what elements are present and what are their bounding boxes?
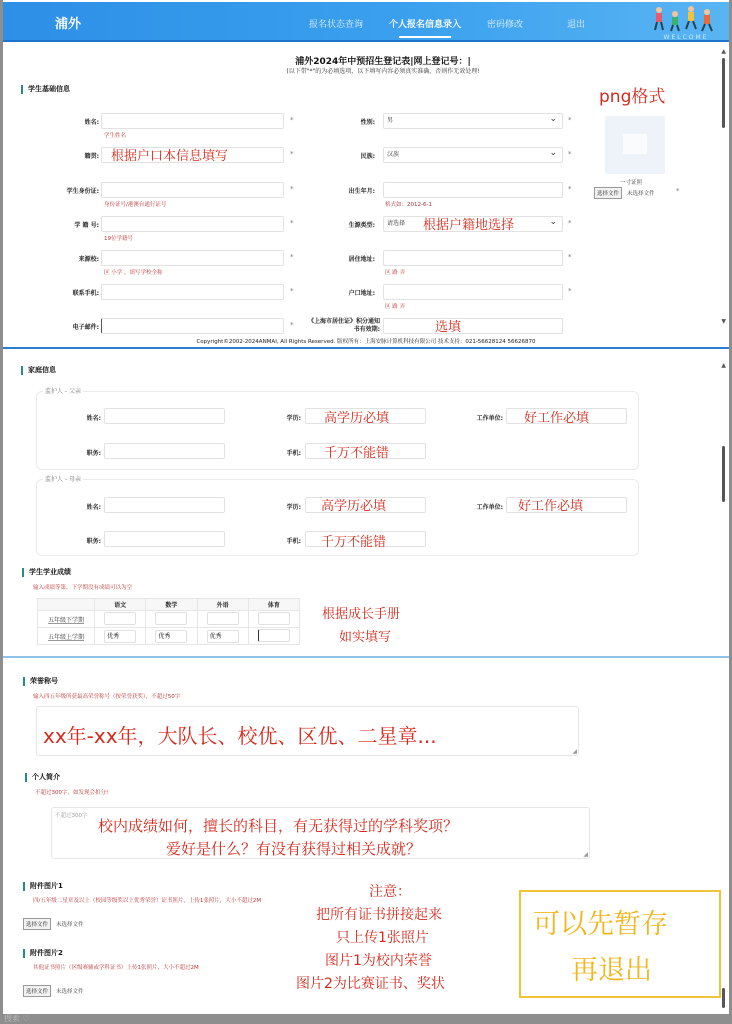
nav-item-status-query[interactable]: 报名状态查询 [309,20,364,30]
annotation-intro-note: 校内成绩如何，擅长的科目，有无获得过的学科奖项？ [98,817,459,835]
phone-label: 联系手机: [72,290,99,297]
mother-job-input[interactable] [104,531,225,547]
section-heading-honors: 荣誉称号 [23,677,58,686]
required-mark: * [290,150,294,158]
top-nav [3,2,729,42]
section-heading-intro: 个人简介 [25,773,60,782]
watermark-text: 搜索 ♡ [4,1014,30,1023]
scroll-down-icon[interactable]: ▼ [721,318,726,325]
name-input[interactable] [101,113,284,129]
annotation-hukou-fill: 根据户口本信息填写 [111,149,229,164]
permit-label: 《上海市居住证》积分通知书有效期: [308,318,381,333]
form-subtitle: (以下带"*"的为必填选项，以下填写内容必须真实准确，否则作无效处理! [286,68,480,75]
required-mark: * [568,287,572,295]
studentno-hint: 19位学籍号 [104,236,133,242]
grade-input[interactable]: 优秀 [104,630,136,643]
gender-label: 性别: [360,119,375,126]
grades-row-label: 五年级上学期 [38,628,95,645]
intro-placeholder: 不超过300字 [55,813,88,819]
nav-menu [309,17,611,30]
grades-header-pe: 体育 [248,599,299,611]
photo-choose-file-button[interactable]: 选择文件 [594,187,622,199]
scrollbar[interactable] [722,988,725,1008]
welcome-text: WELCOME [663,34,709,41]
honors-pane [3,660,729,1014]
grade-input[interactable] [258,629,290,642]
grades-header-cell [38,599,95,611]
grades-header-row [38,599,300,611]
required-mark: * [676,187,680,195]
annotation-attach-note: 只上传1张照片 [336,930,429,946]
nav-item-logout[interactable]: 退出 [567,20,586,30]
guardian-mother-legend: 监护人 - 母亲 [45,476,81,483]
grade-input[interactable]: 优秀 [207,630,239,643]
mother-phone-label: 手机: [286,538,301,545]
section-heading-basic: 学生基础信息 [21,85,70,94]
annotation-hukou-select: 根据户籍地选择 [423,218,515,233]
grade-input[interactable] [155,612,187,625]
welcome-banner [649,4,721,42]
annotation-attach-note: 注意： [369,884,411,900]
nav-item-info-entry[interactable]: 个人报名信息录入 [389,17,461,30]
status-bar [0,1014,732,1024]
scrollbar[interactable] [722,58,725,128]
form-title: 浦外2024年中预招生登记表|网上登记号：| [295,57,471,67]
hukou-hint: 区 路 弄 [385,304,405,310]
grade-input[interactable] [258,612,290,625]
studentno-input[interactable] [101,216,284,232]
hukou-label: 户口地址: [348,290,375,297]
annotation-attach-note: 把所有证书拼接起来 [316,907,442,923]
required-mark: * [568,253,572,261]
father-phone-label: 手机: [286,450,301,457]
father-job-label: 职务: [86,450,101,457]
annotation-honors-example: xx年-xx年，大队长、校优、区优、二星章... [43,724,437,748]
source-label: 生源类型: [348,222,375,229]
brand-logo[interactable]: 浦外 [55,17,82,32]
studentno-label: 学 籍 号: [74,222,99,229]
browser-frame [3,0,729,1014]
father-name-input[interactable] [104,408,225,424]
mother-name-input[interactable] [104,497,225,513]
mother-name-label: 姓名: [86,504,101,511]
photo-preview [605,116,665,174]
ethnicity-select[interactable]: 汉族 ⌄ [383,147,563,163]
father-name-label: 姓名: [86,415,101,422]
mother-work-label: 工作单位: [476,504,503,511]
annotation-work-required: 好工作必填 [524,411,590,426]
family-pane [3,352,729,658]
birth-hint: 格式如：2012-6-1 [385,202,432,208]
native-label: 籍贯: [84,153,99,160]
father-work-label: 工作单位: [476,415,503,422]
email-input[interactable] [101,318,284,334]
table-row [38,611,300,628]
attach2-choose-file-button[interactable]: 选择文件 [23,985,51,997]
annotation-phone-correct: 千万不能错 [321,535,387,550]
annotation-phone-correct: 千万不能错 [324,446,390,461]
annotation-optional: 选填 [435,320,462,335]
gender-select[interactable]: 男 ⌄ [383,113,563,129]
attach1-choose-file-button[interactable]: 选择文件 [23,918,51,930]
section-heading-academic: 学生学业成绩 [22,568,71,577]
permit-input[interactable] [383,318,563,334]
grades-header-english: 外语 [197,599,248,611]
basic-info-pane [3,44,729,349]
scroll-up-icon[interactable]: ▲ [721,48,726,55]
annotation-save-note: 再退出 [571,955,652,986]
section-heading-attach1: 附件图片1 [23,882,63,891]
grades-row-label: 五年级下学期 [38,611,95,628]
section-heading-family: 家庭信息 [21,366,56,375]
mother-job-label: 职务: [86,538,101,545]
required-mark: * [568,150,572,158]
idcard-label: 学生身份证: [66,188,99,195]
academic-hint: 输入成绩等第，下学期没有成绩可以为空 [33,585,133,591]
grade-input[interactable] [207,612,239,625]
annotation-png: png格式 [599,87,666,107]
scroll-up-icon[interactable]: ▲ [721,362,726,369]
photo-caption: 一寸证照 [620,180,643,186]
annotation-work-required: 好工作必填 [518,499,584,514]
required-mark: * [290,185,294,193]
name-label: 姓名: [84,119,99,126]
idcard-hint: 身份证号/港澳台通行证号 [104,202,167,208]
source-select[interactable]: 请选择 ⌄ [383,216,563,232]
image-placeholder-icon [623,134,647,154]
annotation-edu-required: 高学历必填 [324,411,390,426]
annotation-attach-note: 图片2为比赛证书、奖状 [296,976,445,992]
attach2-file-status: 未选择文件 [56,989,84,995]
grades-table [37,598,300,645]
annotation-edu-required: 高学历必填 [321,499,387,514]
required-mark: * [290,287,294,295]
required-mark: * [568,116,572,124]
scrollbar[interactable] [722,446,725,502]
guardian-father-legend: 监护人 - 父亲 [45,388,81,395]
required-mark: * [290,116,294,124]
phone-input[interactable] [101,284,284,300]
copyright-footer: Copyright©2002-2024ANMAI, All Rights Reserved. 版权所有：上海安脉计算机科技有限公司 技术支持：021-56628124 56626870 [196,339,536,345]
intro-hint: 不超过300字，如发现会扣分! [35,790,109,796]
annotation-grades-note: 如实填写 [339,630,392,645]
required-mark: * [290,253,294,261]
mother-edu-label: 学历: [286,504,301,511]
nav-item-password[interactable]: 密码修改 [487,20,524,30]
birth-input[interactable] [383,182,563,198]
attach2-hint: 其他证书照片（区级赛辅或学科证书）上传1张照片，大小不超过2M [33,965,199,971]
grade-input[interactable] [104,612,136,625]
required-mark: * [568,185,572,193]
annotation-save-note: 可以先暂存 [533,909,668,940]
ethnicity-label: 民族: [360,153,375,160]
school-label: 来源校: [78,256,99,263]
annotation-grades-note: 根据成长手册 [322,607,401,622]
section-heading-attach2: 附件图片2 [23,949,63,958]
kids-illustration-icon [649,4,719,32]
address-input[interactable] [383,250,563,266]
school-input[interactable] [101,250,284,266]
resize-handle-icon[interactable]: ◢ [572,748,577,755]
honors-hint: 输入四五年级所获最高荣誉称号（按荣誉获奖），不超过50字 [33,694,181,700]
grade-input[interactable]: 优秀 [155,630,187,643]
address-label: 居住地址: [348,256,375,263]
annotation-intro-note: 爱好是什么？有没有获得过相关成就？ [166,840,422,858]
photo-file-status: 未选择文件 [627,191,655,197]
father-job-input[interactable] [104,443,225,459]
attach1-file-status: 未选择文件 [56,922,84,928]
grades-header-math: 数学 [146,599,197,611]
required-mark: * [290,219,294,227]
grades-header-chinese: 语文 [95,599,146,611]
idcard-input[interactable] [101,182,284,198]
address-hint: 区 路 弄 [385,270,405,276]
email-label: 电子邮件: [72,324,99,331]
required-mark: * [290,321,294,329]
hukou-input[interactable] [383,284,563,300]
father-edu-label: 学历: [286,415,301,422]
resize-handle-icon[interactable]: ◢ [583,851,588,858]
attach1-hint: 四/五年级二星章及以上（校园等级奖以上优秀荣誉）证书照片，上传1张照片，大小不超过2M [33,898,262,904]
table-row [38,628,300,645]
required-mark: * [568,219,572,227]
annotation-attach-note: 图片1为校内荣誉 [325,953,432,969]
name-hint: 学生姓名 [104,133,127,139]
birth-label: 出生年月: [348,188,375,195]
school-hint: 区 小学 ，填写学校全称 [104,270,163,276]
